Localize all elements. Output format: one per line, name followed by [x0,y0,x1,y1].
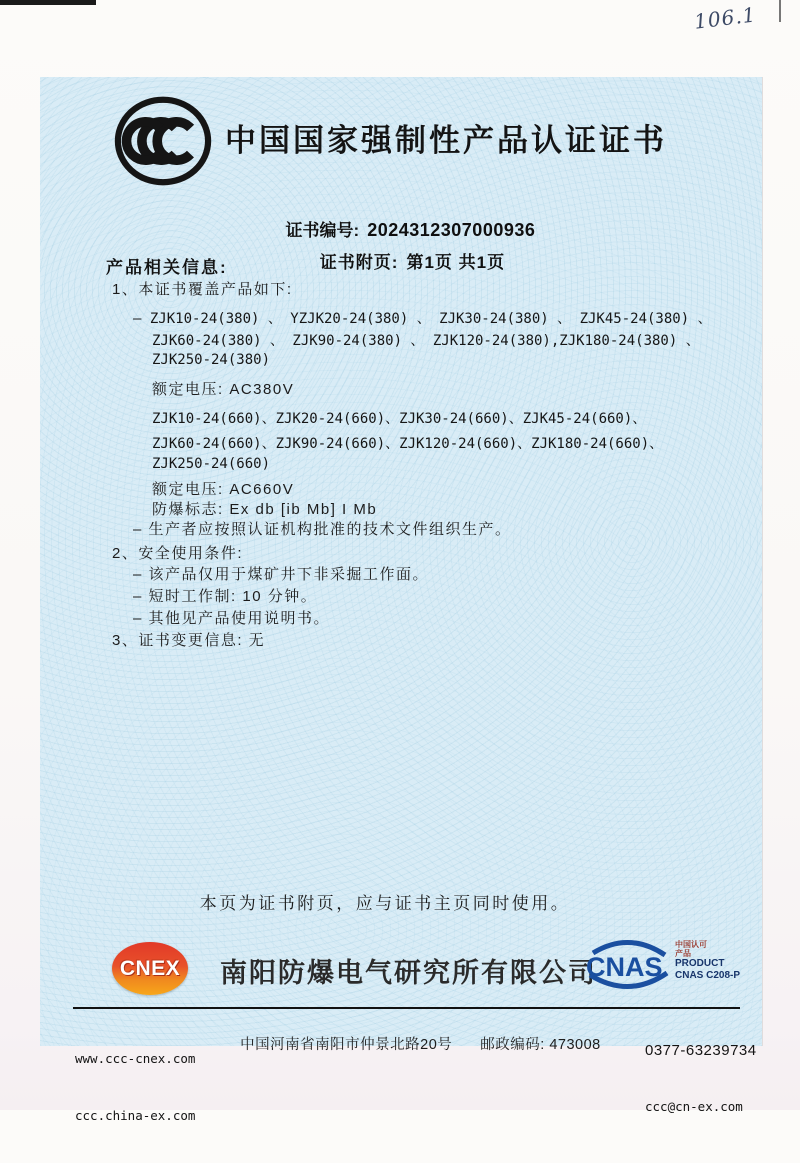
phone-number: 0377-63239734 [645,1042,757,1059]
model-list-660-line: ZJK250-24(660) [152,456,271,472]
footer-websites [75,1011,195,1163]
item-2-heading: 2、安全使用条件: [112,545,244,562]
safety-condition-line: – 该产品仅用于煤矿井下非采掘工作面。 [133,566,430,583]
scan-edge-artifact-right [779,0,781,22]
attachment-usage-note: 本页为证书附页，应与证书主页同时使用。 [199,894,571,913]
rated-voltage-380: 额定电压: AC380V [152,381,295,398]
cnas-logo [585,938,755,994]
attachment-page-label: 证书附页: [319,253,399,272]
section-title-product-info: 产品相关信息: [106,258,228,277]
postal-code: 邮政编码: 473008 [480,1037,601,1053]
cnas-line-cn1: 中国认可 [675,940,707,949]
certificate-number-label: 证书编号: [285,221,360,240]
producer-note: – 生产者应按照认证机构批准的技术文件组织生产。 [133,521,512,538]
safety-condition-line: – 其他见产品使用说明书。 [133,610,331,627]
issuer-address: 中国河南省南阳市仲景北路20号 [240,1037,453,1053]
model-list-660-line: ZJK60-24(660)、ZJK90-24(660)、ZJK120-24(660)、ZJK180-24(660)、 [152,436,664,452]
footer-address-line [222,1017,601,1070]
certificate-number-value: 2024312307000936 [367,220,536,240]
item-3-heading: 3、证书变更信息: 无 [112,632,266,649]
certificate-title: 中国国家强制性产品认证证书 [225,123,667,158]
model-list-380-line: ZJK60-24(380) 、 ZJK90-24(380) 、 ZJK120-24(380),ZJK180-24(380) 、 [152,333,700,349]
cnas-line-code: CNAS C208-P [675,969,741,981]
model-list-660-line: ZJK10-24(660)、ZJK20-24(660)、ZJK30-24(660)、ZJK45-24(660)、 [152,411,647,427]
item-1-heading: 1、本证书覆盖产品如下: [112,281,293,298]
scan-edge-artifact-top [0,0,96,5]
cnex-logo-text: CNEX [119,956,181,980]
website-2: ccc.china-ex.com [75,1108,196,1123]
model-list-380-line: – ZJK10-24(380) 、 YZJK20-24(380) 、 ZJK30-24(380) 、 ZJK45-24(380) 、 [133,311,712,327]
cnex-logo [112,942,188,995]
cnas-swoosh-icon [585,938,675,994]
issuer-name: 南阳防爆电气研究所有限公司 [220,958,597,988]
cnas-accreditation-text [675,940,740,981]
cnas-line-cn2: 产品 [675,949,691,959]
handwritten-annotation: 106.1 [692,2,758,34]
website-1: www.ccc-cnex.com [75,1051,196,1066]
model-list-380-line: ZJK250-24(380) [152,352,271,368]
safety-condition-line: – 短时工作制: 10 分钟。 [133,588,318,605]
certificate-paper [40,77,763,1123]
footer-divider [73,1007,740,1009]
explosion-proof-marking: 防爆标志: Ex db [ib Mb] I Mb [152,501,378,518]
cnas-line-product: PRODUCT [675,958,725,970]
rated-voltage-660: 额定电压: AC660V [152,481,295,498]
attachment-page-value: 第1页 共1页 [406,253,506,272]
svg-text:CNAS: CNAS [586,952,663,982]
footer-contact [645,1006,757,1150]
email-address: ccc@cn-ex.com [645,1099,743,1114]
